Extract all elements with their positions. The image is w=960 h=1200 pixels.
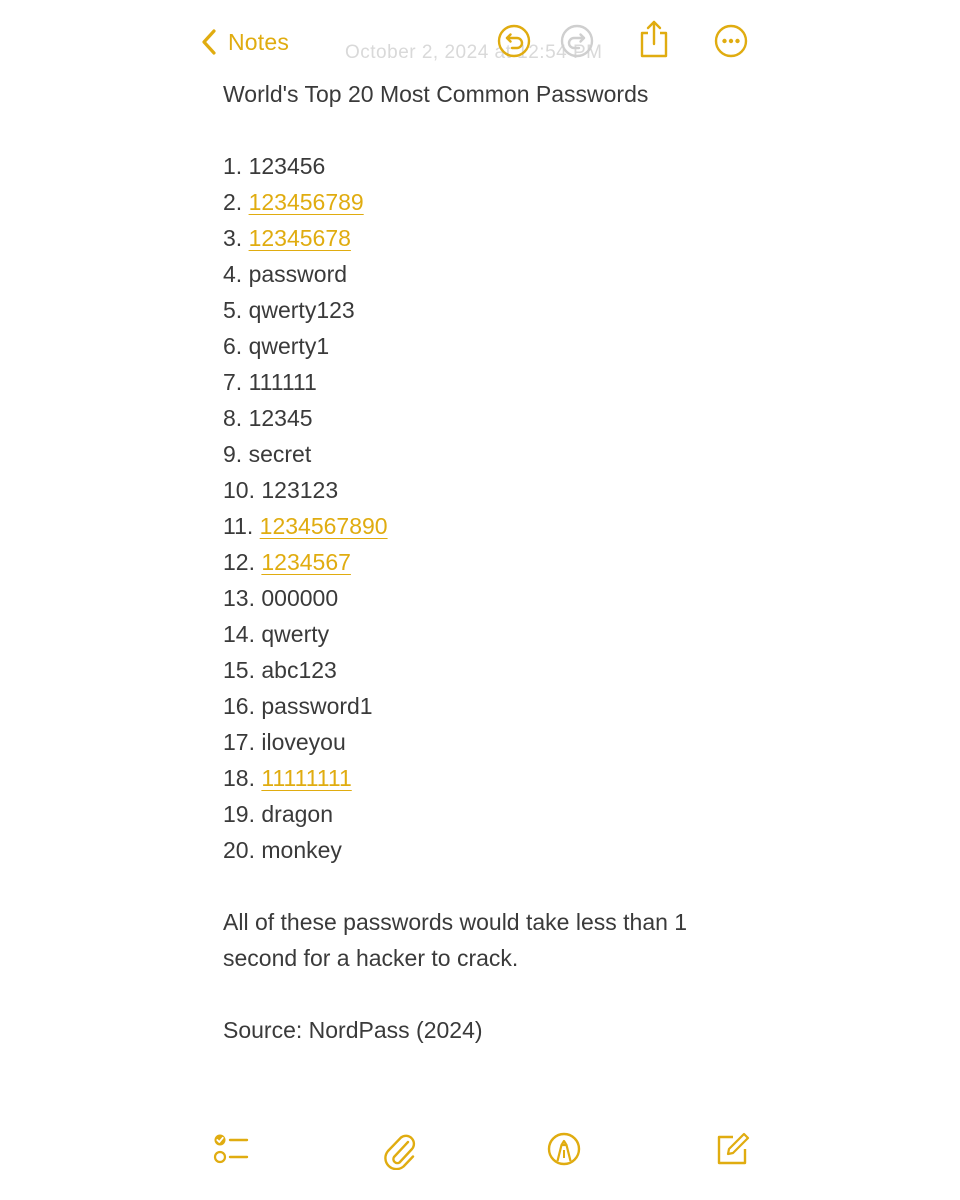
- list-item: [223, 328, 783, 364]
- password-text: password1: [261, 693, 373, 719]
- list-item: [223, 400, 783, 436]
- blank-line: [223, 976, 783, 1012]
- list-item-number: 18.: [223, 765, 255, 791]
- list-item: [223, 580, 783, 616]
- footer-line: All of these passwords would take less than 1: [223, 909, 688, 935]
- list-item: [223, 148, 783, 184]
- markup-icon[interactable]: [546, 1130, 582, 1168]
- redo-icon[interactable]: [559, 23, 595, 59]
- list-item: [223, 688, 783, 724]
- footer-line: second for a hacker to crack.: [223, 945, 519, 971]
- list-item: [223, 184, 783, 220]
- list-item-number: 16.: [223, 693, 255, 719]
- detected-number-link[interactable]: 1234567: [261, 549, 351, 575]
- list-item-number: 15.: [223, 657, 255, 683]
- list-item: [223, 796, 783, 832]
- note-body[interactable]: [223, 76, 783, 1048]
- password-text: 123123: [261, 477, 339, 503]
- list-item-number: 19.: [223, 801, 255, 827]
- blank-line: [223, 112, 783, 148]
- password-text: qwerty123: [248, 297, 355, 323]
- list-item-number: 1.: [223, 153, 243, 179]
- password-text: monkey: [261, 837, 342, 863]
- password-text: 123456: [248, 153, 326, 179]
- list-item-number: 13.: [223, 585, 255, 611]
- list-item-number: 11.: [223, 513, 254, 539]
- list-item: [223, 760, 783, 796]
- list-item-number: 2.: [223, 189, 243, 215]
- detected-number-link[interactable]: 12345678: [248, 225, 351, 251]
- chevron-left-icon: [196, 24, 222, 60]
- back-button[interactable]: [196, 22, 289, 62]
- blank-line: [223, 868, 783, 904]
- bottom-toolbar: [0, 1120, 960, 1180]
- password-text: secret: [248, 441, 312, 467]
- list-item: [223, 616, 783, 652]
- source-line: Source: NordPass (2024): [223, 1017, 483, 1043]
- password-text: dragon: [261, 801, 333, 827]
- password-text: qwerty1: [248, 333, 330, 359]
- list-item: [223, 724, 783, 760]
- password-text: password: [248, 261, 348, 287]
- password-text: 111111: [248, 369, 317, 395]
- share-icon[interactable]: [636, 18, 672, 60]
- list-item-number: 4.: [223, 261, 243, 287]
- note-title: World's Top 20 Most Common Passwords: [223, 81, 649, 107]
- password-text: 12345: [248, 405, 313, 431]
- list-item: [223, 652, 783, 688]
- password-list: [223, 148, 783, 868]
- list-item-number: 7.: [223, 369, 243, 395]
- attachment-icon[interactable]: [382, 1130, 418, 1170]
- list-item-number: 10.: [223, 477, 255, 503]
- list-item-number: 12.: [223, 549, 255, 575]
- top-toolbar: [0, 0, 960, 80]
- list-item: [223, 436, 783, 472]
- list-item: [223, 544, 783, 580]
- list-item-number: 17.: [223, 729, 255, 755]
- list-item: [223, 364, 783, 400]
- password-text: abc123: [261, 657, 337, 683]
- list-item: [223, 832, 783, 868]
- list-item: [223, 292, 783, 328]
- compose-icon[interactable]: [714, 1130, 752, 1168]
- checklist-icon[interactable]: [212, 1132, 250, 1168]
- list-item-number: 8.: [223, 405, 243, 431]
- password-text: 000000: [261, 585, 339, 611]
- detected-number-link[interactable]: 123456789: [248, 189, 364, 215]
- password-text: qwerty: [261, 621, 330, 647]
- list-item: [223, 256, 783, 292]
- list-item: [223, 472, 783, 508]
- list-item: [223, 508, 783, 544]
- list-item-number: 5.: [223, 297, 243, 323]
- footer-note: [223, 904, 783, 976]
- list-item-number: 14.: [223, 621, 255, 647]
- list-item-number: 9.: [223, 441, 243, 467]
- list-item-number: 6.: [223, 333, 243, 359]
- list-item-number: 20.: [223, 837, 255, 863]
- list-item: [223, 220, 783, 256]
- password-text: iloveyou: [261, 729, 346, 755]
- detected-number-link[interactable]: 11111111: [261, 765, 352, 791]
- undo-icon[interactable]: [496, 23, 532, 59]
- list-item-number: 3.: [223, 225, 243, 251]
- back-button-label: Notes: [228, 28, 290, 55]
- more-icon[interactable]: [713, 23, 749, 59]
- note-date: October 2, 2024 at 12:54 PM: [345, 42, 603, 63]
- detected-number-link[interactable]: 1234567890: [259, 513, 388, 539]
